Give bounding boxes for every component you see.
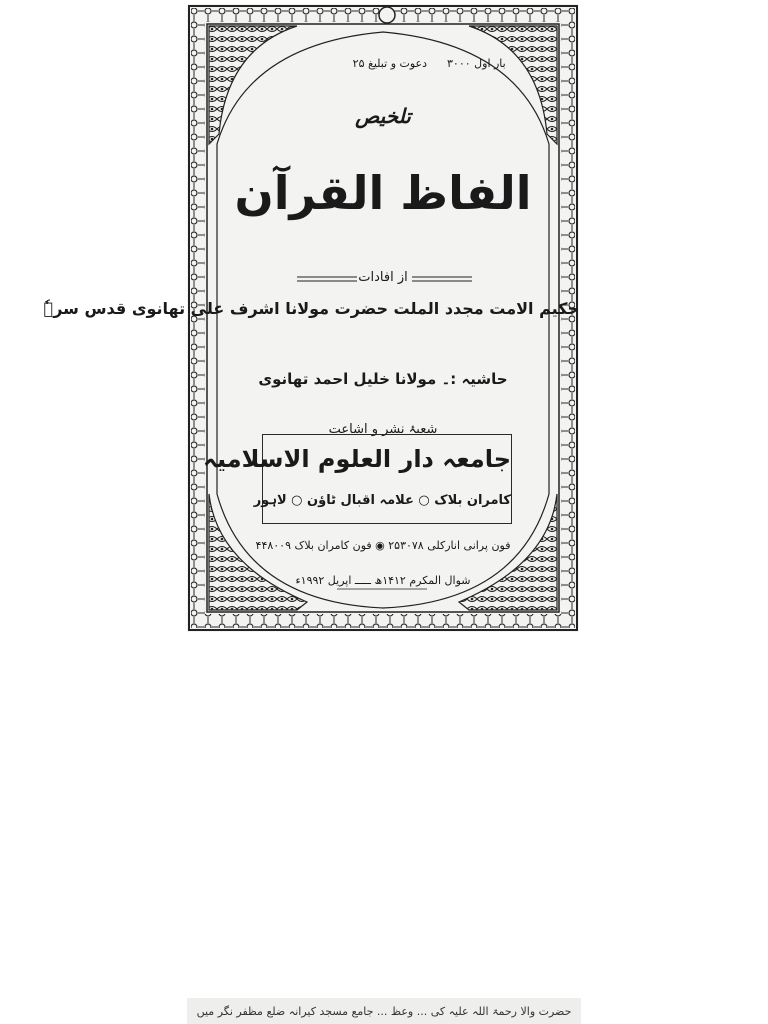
series-label: دعوت و تبلیغ ۲۵	[352, 57, 427, 70]
publication-date: شوال المکرم ۱۴۱۲ھ ـــــ اپریل ۱۹۹۲ء	[295, 574, 471, 587]
ifadat-label: از افادات	[358, 270, 408, 285]
publisher-name: جامعہ دار العلوم الاسلامیہ	[202, 445, 511, 473]
phone-line: فون پرانی انارکلی ۲۵۳۰۷۸ ◉ فون کامران بلاک ۴۴۸۰۰۹	[255, 539, 511, 552]
author-line: حکیم الامت مجدد الملت حضرت مولانا اشرف علی تھانوی قدس سرہٗ	[43, 299, 579, 318]
ornamental-border	[43, 4, 579, 632]
department-label: شعبۂ نشر و اشاعت	[328, 422, 438, 437]
publisher-box	[202, 434, 512, 524]
subtitle: تلخیص	[355, 104, 411, 128]
next-page-header: حضرت والا رحمۃ اللہ علیہ کی ... وعظ ... جامع مسجد کیرانہ ضلع مظفر نگر میں	[196, 1005, 572, 1018]
edition-label: بار اول ۳۰۰۰	[447, 57, 506, 70]
book-title: الفاظ القرآن	[234, 166, 532, 220]
publisher-address: کامران بلاک ○ علامہ اقبال ٹاؤن ○ لاہور	[253, 493, 511, 508]
book-cover-page	[43, 4, 579, 632]
annotator-line: حاشیہ :۔ مولانا خلیل احمد تھانوی	[258, 370, 508, 388]
next-page-strip	[187, 998, 581, 1024]
